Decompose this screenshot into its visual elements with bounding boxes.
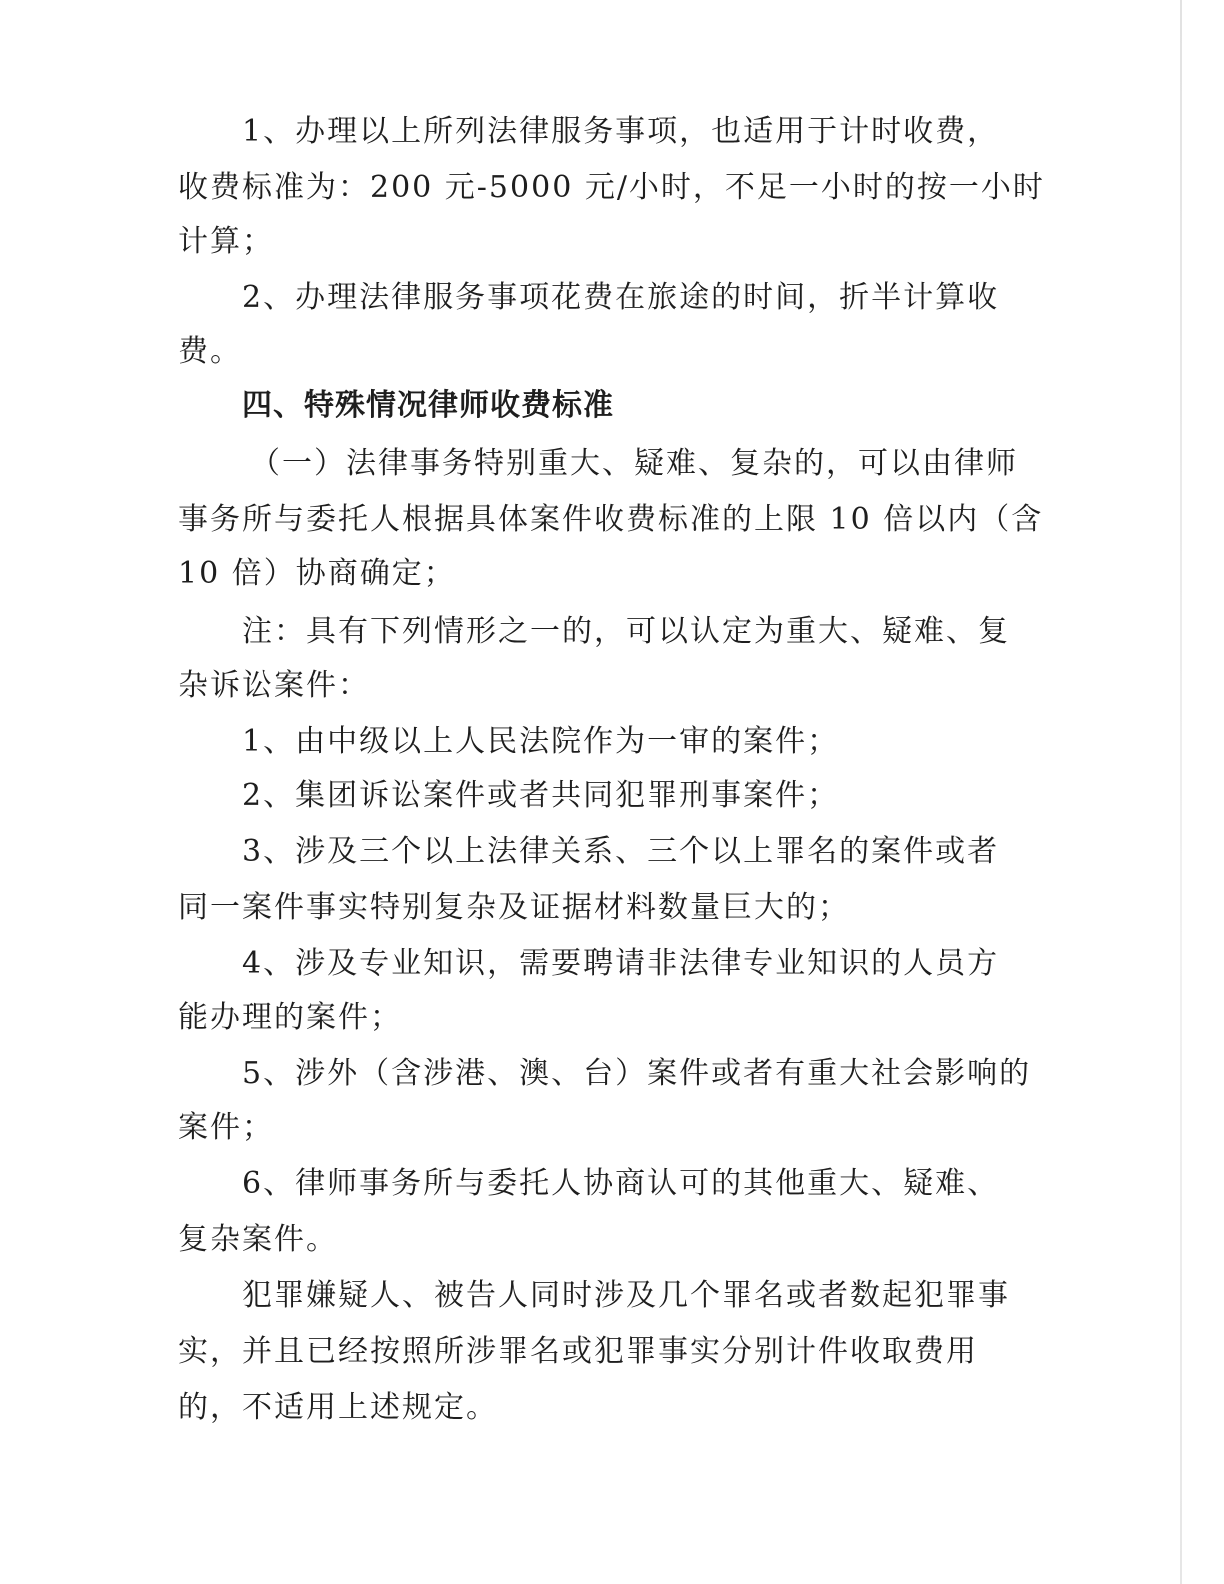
text-line: 能办理的案件；: [178, 1000, 402, 1035]
text-line: 1、办理以上所列法律服务事项，也适用于计时收费，: [242, 114, 1000, 149]
list-item: 2、集团诉讼案件或者共同犯罪刑事案件；: [242, 778, 840, 813]
text-line: 杂诉讼案件：: [178, 668, 370, 703]
list-item: 5、涉外（含涉港、澳、台）案件或者有重大社会影响的: [242, 1056, 1032, 1091]
text-line: 费。: [178, 334, 242, 369]
list-item: 4、涉及专业知识，需要聘请非法律专业知识的人员方: [242, 946, 1000, 981]
page-edge-shadow: [1180, 0, 1182, 1584]
text-line: 案件；: [178, 1110, 274, 1145]
text-line: 复杂案件。: [178, 1222, 338, 1257]
list-item: 1、由中级以上人民法院作为一审的案件；: [242, 724, 840, 759]
text-line: 收费标准为：200 元-5000 元/小时，不足一小时的按一小时: [178, 170, 1045, 205]
list-item: 6、律师事务所与委托人协商认可的其他重大、疑难、: [242, 1166, 1000, 1201]
text-line: 计算；: [178, 224, 274, 259]
text-line: 实，并且已经按照所涉罪名或犯罪事实分别计件收取费用: [178, 1334, 978, 1369]
text-line: 注：具有下列情形之一的，可以认定为重大、疑难、复: [242, 614, 1010, 649]
text-line: 10 倍）协商确定；: [178, 556, 456, 591]
text-line: 事务所与委托人根据具体案件收费标准的上限 10 倍以内（含: [178, 502, 1044, 537]
text-line: （一）法律事务特别重大、疑难、复杂的，可以由律师: [250, 446, 1018, 481]
section-heading: 四、特殊情况律师收费标准: [242, 388, 614, 423]
list-item: 3、涉及三个以上法律关系、三个以上罪名的案件或者: [242, 834, 1000, 869]
text-line: 的，不适用上述规定。: [178, 1390, 498, 1425]
text-line: 2、办理法律服务事项花费在旅途的时间，折半计算收: [242, 280, 1000, 315]
text-line: 犯罪嫌疑人、被告人同时涉及几个罪名或者数起犯罪事: [242, 1278, 1010, 1313]
text-line: 同一案件事实特别复杂及证据材料数量巨大的；: [178, 890, 850, 925]
